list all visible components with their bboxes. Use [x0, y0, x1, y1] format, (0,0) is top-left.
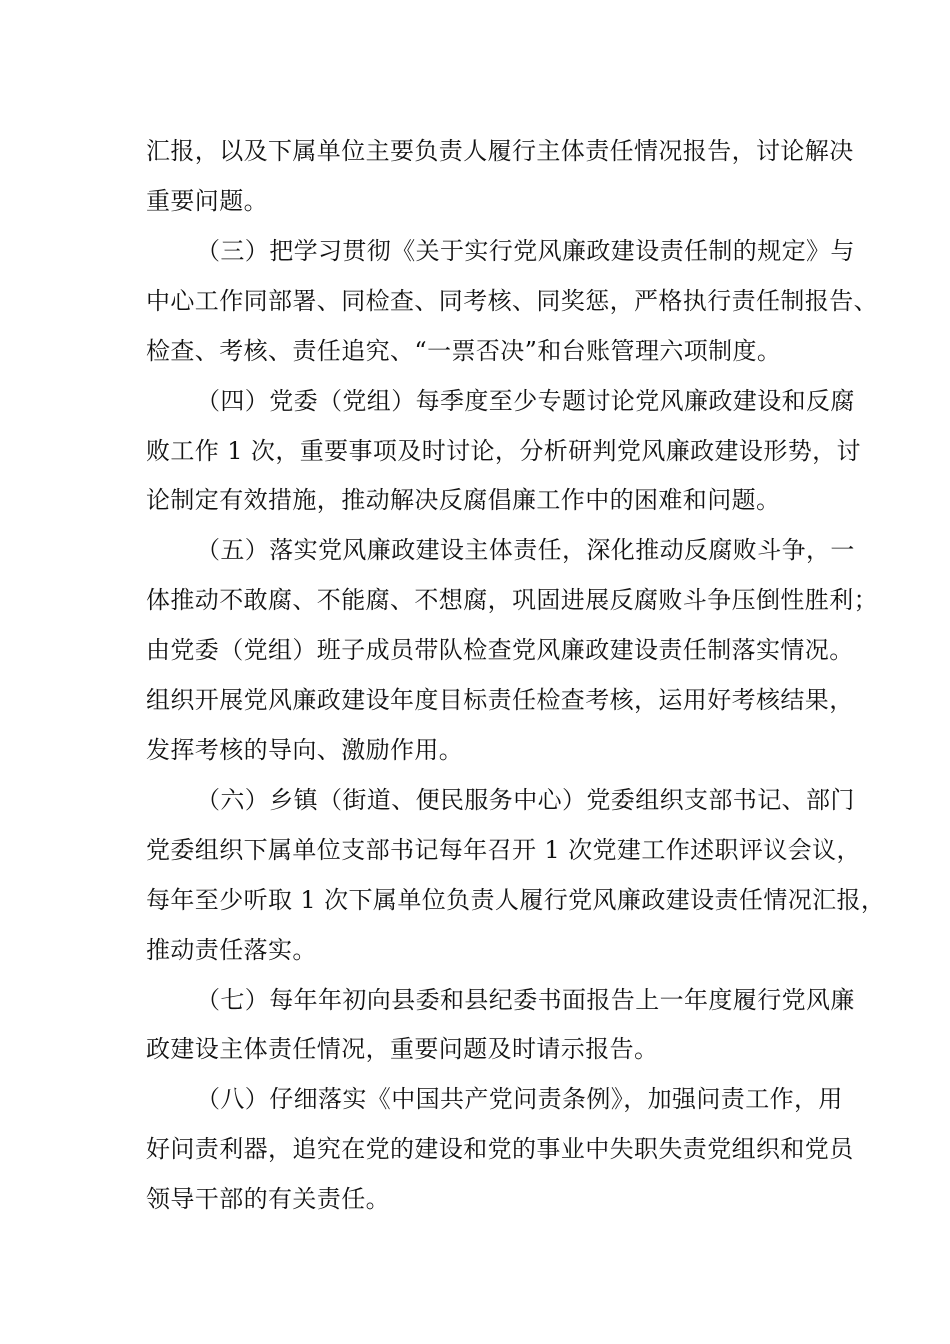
paragraph-heading-3: （三）把学习贯彻《关于实行党风廉政建设责任制的规定》与	[196, 237, 855, 265]
text-line: 组织开展党风廉政建设年度目标责任检查考核，运用好考核结果，	[146, 686, 854, 714]
paragraph-heading-4: （四）党委（党组）每季度至少专题讨论党风廉政建设和反腐	[196, 387, 855, 415]
paragraph-heading-5: （五）落实党风廉政建设主体责任，深化推动反腐败斗争，一	[196, 536, 855, 564]
text-line: 领导干部的有关责任。	[146, 1185, 390, 1213]
text-line: 由党委（党组）班子成员带队检查党风廉政建设责任制落实情况。	[146, 636, 854, 664]
text-line: 汇报，以及下属单位主要负责人履行主体责任情况报告，讨论解决	[146, 137, 854, 165]
paragraph-heading-6: （六）乡镇（街道、便民服务中心）党委组织支部书记、部门	[196, 786, 855, 814]
text-line: 检查、考核、责任追究、“一票否决”和台账管理六项制度。	[146, 337, 782, 365]
text-line: 败工作 1 次，重要事项及时讨论，分析研判党风廉政建设形势，讨	[146, 437, 861, 465]
text-line: 好问责利器，追究在党的建设和党的事业中失职失责党组织和党员	[146, 1135, 854, 1163]
text-line: 重要问题。	[146, 187, 268, 215]
text-line: 推动责任落实。	[146, 936, 317, 964]
text-line: 体推动不敢腐、不能腐、不想腐，巩固进展反腐败斗争压倒性胜利；	[146, 586, 878, 614]
text-line: 中心工作同部署、同检查、同考核、同奖惩，严格执行责任制报告、	[146, 287, 878, 315]
text-line: 论制定有效措施，推动解决反腐倡廉工作中的困难和问题。	[146, 486, 781, 514]
text-line: 每年至少听取 1 次下属单位负责人履行党风廉政建设责任情况汇报，	[146, 886, 886, 914]
text-line: 党委组织下属单位支部书记每年召开 1 次党建工作述职评议会议，	[146, 836, 861, 864]
paragraph-heading-8: （八）仔细落实《中国共产党问责条例》，加强问责工作，用	[196, 1085, 843, 1113]
text-line: 政建设主体责任情况，重要问题及时请示报告。	[146, 1035, 659, 1063]
paragraph-heading-7: （七）每年年初向县委和县纪委书面报告上一年度履行党风廉	[196, 986, 855, 1014]
text-line: 发挥考核的导向、激励作用。	[146, 736, 464, 764]
